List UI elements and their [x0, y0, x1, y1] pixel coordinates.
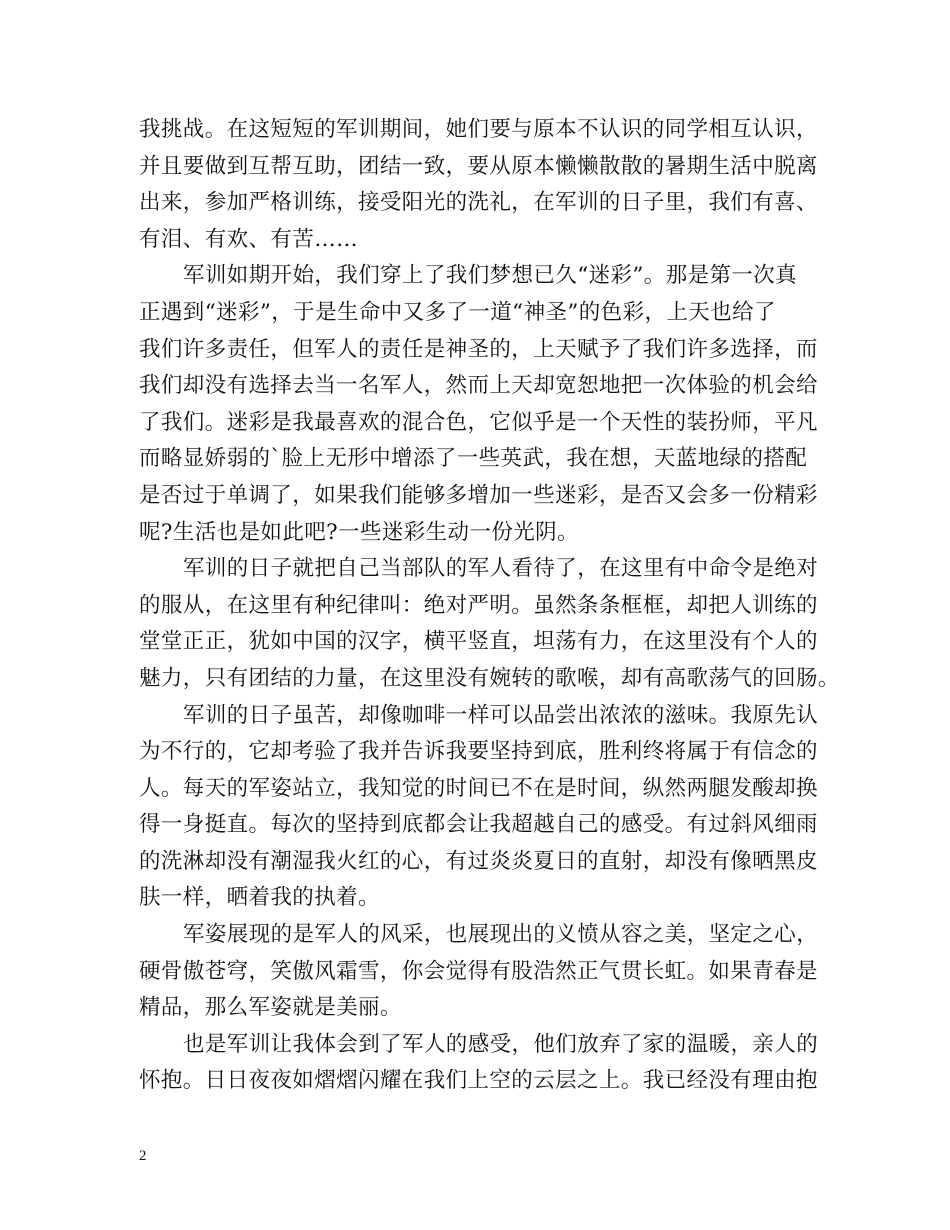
body-text [139, 112, 840, 1100]
text-line: 出来，参加严格训练，接受阳光的洗礼，在军训的日子里，我们有喜、 [139, 190, 818, 216]
text-line: 了我们。迷彩是我最喜欢的混合色，它似乎是一个天性的装扮师，平凡 [139, 409, 818, 435]
text-line: 呢?生活也是如此吧?一些迷彩生动一份光阴。 [139, 519, 579, 545]
text-line: 的服从，在这里有种纪律叫：绝对严明。虽然条条框框，却把人训练的 [139, 592, 818, 618]
text-line: 魅力，只有团结的力量，在这里没有婉转的歌喉，却有高歌荡气的回肠。 [139, 665, 840, 691]
text-line: 肤一样，晒着我的执着。 [139, 885, 380, 911]
text-line: 为不行的，它却考验了我并告诉我要坚持到底，胜利终将属于有信念的 [139, 739, 818, 765]
text-line: 我们却没有选择去当一名军人，然而上天却宽恕地把一次体验的机会给 [139, 373, 818, 399]
text-line: 堂堂正正，犹如中国的汉字，横平竖直，坦荡有力，在这里没有个人的 [139, 629, 818, 655]
text-line: 也是军训让我体会到了军人的感受，他们放弃了家的温暖，亲人的 [183, 1031, 819, 1057]
text-line: 军训的日子虽苦，却像咖啡一样可以品尝出浓浓的滋味。我原先认 [183, 702, 819, 728]
text-line: 军姿展现的是军人的风采，也展现出的义愤从容之美，坚定之心， [183, 922, 819, 948]
text-line: 军训如期开始，我们穿上了我们梦想已久“迷彩”。那是第一次真 [183, 263, 798, 289]
text-line: 有泪、有欢、有苦…… [139, 226, 359, 252]
text-line: 精品，那么军姿就是美丽。 [139, 995, 402, 1021]
text-line: 得一身挺直。每次的坚持到底都会让我超越自己的感受。有过斜风细雨 [139, 812, 818, 838]
text-line: 正遇到“迷彩”，于是生命中又多了一道“神圣”的色彩，上天也给了 [139, 299, 776, 325]
text-line: 的洗淋却没有潮湿我火红的心，有过炎炎夏日的直射，却没有像晒黑皮 [139, 848, 818, 874]
text-line: 怀抱。日日夜夜如熠熠闪耀在我们上空的云层之上。我已经没有理由抱 [139, 1068, 818, 1094]
text-line: 并且要做到互帮互助，团结一致，要从原本懒懒散散的暑期生活中脱离 [139, 153, 818, 179]
text-line: 而略显娇弱的`脸上无形中增添了一些英武，我在想，天蓝地绿的搭配 [139, 446, 808, 472]
text-line: 军训的日子就把自己当部队的军人看待了，在这里有中命令是绝对 [183, 556, 819, 582]
text-line: 我挑战。在这短短的军训期间，她们要与原本不认识的同学相互认识， [139, 117, 818, 142]
page-number: 2 [139, 1148, 147, 1164]
text-line: 是否过于单调了，如果我们能够多增加一些迷彩，是否又会多一份精彩 [139, 482, 818, 508]
text-line: 硬骨傲苍穹，笑傲风霜雪，你会觉得有股浩然正气贯长虹。如果青春是 [139, 958, 818, 984]
text-line: 我们许多责任，但军人的责任是神圣的，上天赋予了我们许多选择，而 [139, 336, 818, 362]
text-line: 人。每天的军姿站立，我知觉的时间已不在是时间，纵然两腿发酸却换 [139, 775, 818, 801]
